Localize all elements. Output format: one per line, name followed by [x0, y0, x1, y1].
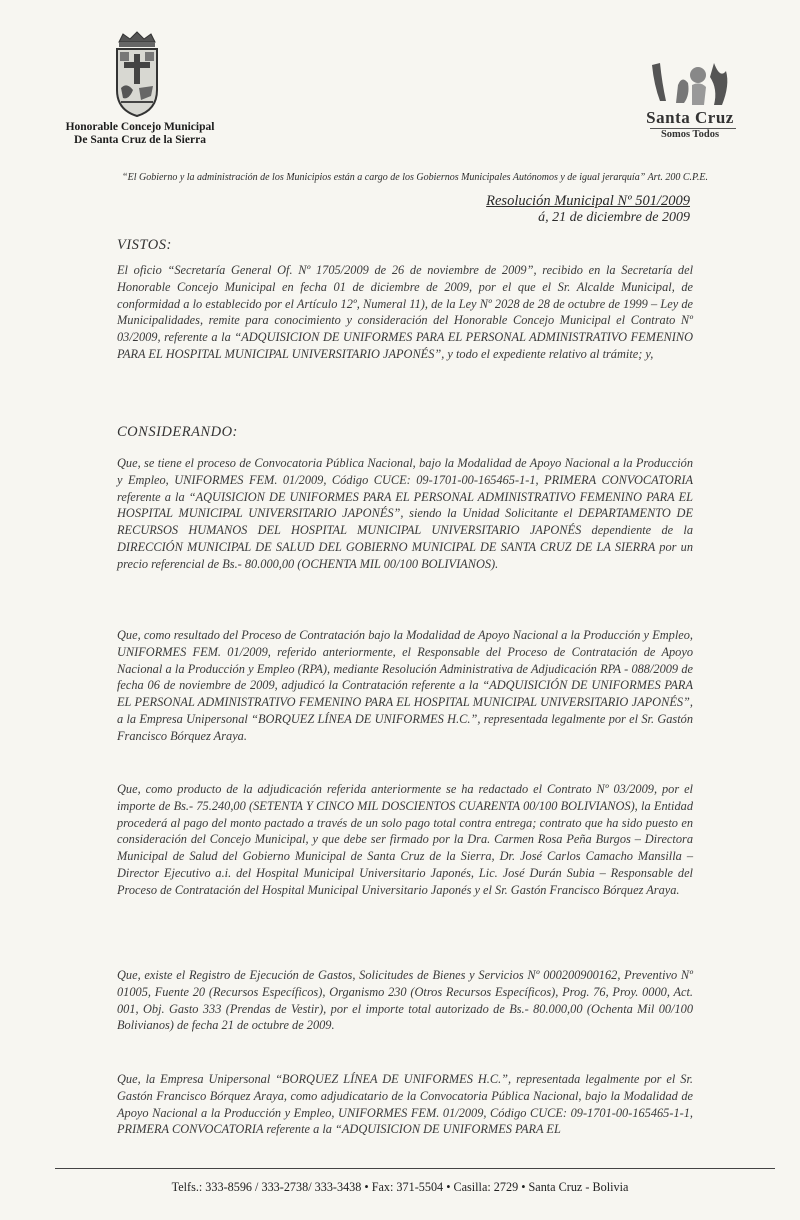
considerando-heading: CONSIDERANDO:: [117, 424, 238, 440]
org-line-1: Honorable Concejo Municipal: [65, 121, 215, 133]
org-line-2: De Santa Cruz de la Sierra: [74, 134, 206, 146]
footer-contact: Telfs.: 333-8596 / 333-2738/ 333-3438 • Fax: 371-5504 • Casilla: 2729 • Santa Cruz - Bolivia: [171, 1180, 629, 1194]
logo-name: Santa Cruz: [646, 108, 734, 127]
vistos-paragraph: El oficio “Secretaría General Of. Nº 1705/2009 de 26 de noviembre de 2009”, recibido en la Secretaría del Honorable Concejo Municipal en fecha 01 de diciembre de 2009, por el que el Sr. Alcalde Municipal, de conformidad a lo establecido por el Artículo 12º, Numeral 11), de la Ley Nº 2028 de 28 de octubre de 1999 – Ley de Municipalidades, remite para conocimiento y consideración del Honorable Concejo Municipal el Contrato Nº 03/2009, referente a la “ADQUISICION DE UNIFORMES PARA EL PERSONAL ADMINISTRATIVO FEMENINO PARA EL HOSPITAL MUNICIPAL UNIVERSITARIO JAPONÉS”, y todo el expediente relativo al trámite; y,: [117, 263, 693, 361]
constitutional-motto: “El Gobierno y la administración de los Municipios están a cargo de los Gobiernos Municipales Autónomos y de igual jerarquía” Art. 200 C.P.E.: [122, 172, 708, 183]
considerando-paragraph-5: Que, la Empresa Unipersonal “BORQUEZ LÍNEA DE UNIFORMES H.C.”, representada legalmente por el Sr. Gastón Francisco Bórquez Araya, como adjudicatario de la Convocatoria Pública Nacional, bajo la Modalidad de Apoyo Nacional a la Producción y Empleo, UNIFORMES FEM. 01/2009, Código CUCE: 09-1701-00-165465-1-1, PRIMERA CONVOCATORIA referente a la “ADQUISICION DE UNIFORMES PARA EL: [117, 1072, 693, 1137]
coat-of-arms-icon: [103, 30, 171, 120]
logo-slogan: Somos Todos: [660, 129, 720, 140]
resolution-date: á, 21 de diciembre de 2009: [538, 210, 690, 225]
footer-divider: [55, 1168, 775, 1169]
considerando-paragraph-4: Que, existe el Registro de Ejecución de Gastos, Solicitudes de Bienes y Servicios Nº 000200900162, Preventivo Nº 01005, Fuente 20 (Recursos Específicos), Organismo 230 (Otros Recursos Específicos), Prog. 76, Proy. 0000, Act. 001, Obj. Gasto 333 (Prendas de Vestir), por el importe total autorizado de Bs.- 80.000,00 (Ochenta Mil 00/100 Bolivianos) de fecha 21 de octubre de 2009.: [117, 968, 693, 1033]
considerando-paragraph-2: Que, como resultado del Proceso de Contratación bajo la Modalidad de Apoyo Nacional a la Producción y Empleo, UNIFORMES FEM. 01/2009, referido anteriormente, el Responsable del Proceso de Contratación de Apoyo Nacional a la Producción y Empleo (RPA), mediante Resolución Administrativa de Adjudicación RPA - 088/2009 de fecha 06 de noviembre de 2009, adjudicó la Contratación referente a la “ADQUISICIÓN DE UNIFORMES PARA EL PERSONAL ADMINISTRATIVO FEMENINO PARA EL HOSPITAL MUNICIPAL UNIVERSITARIO JAPONÉS”, a la Empresa Unipersonal “BORQUEZ LÍNEA DE UNIFORMES H.C.”, representada legalmente por el Sr. Gastón Francisco Bórquez Araya.: [117, 628, 693, 743]
considerando-paragraph-3: Que, como producto de la adjudicación referida anteriormente se ha redactado el Contrato Nº 03/2009, por el importe de Bs.- 75.240,00 (SETENTA Y CINCO MIL DOSCIENTOS CUARENTA 00/100 BOLIVIANOS), la Entidad procederá al pago del monto pactado a través de un solo pago total contra entrega; contrato que ha sido puesto en consideración del Concejo Municipal, y que debe ser firmado por la Dra. Carmen Rosa Peña Burgos – Directora Municipal de Salud del Gobierno Municipal de Santa Cruz de la Sierra, Dr. José Carlos Camacho Mansilla – Director Ejecutivo a.i. del Hospital Municipal Universitario Japonés, Lic. José Durán Subia – Responsable del Proceso de Contratación del Hospital Municipal Universitario Japonés y el Sr. Gastón Francisco Bórquez Araya.: [117, 782, 693, 897]
organization-name: [40, 121, 240, 147]
resolution-title: Resolución Municipal Nº 501/2009: [486, 193, 690, 209]
vistos-heading: VISTOS:: [117, 237, 172, 253]
considerando-paragraph-1: Que, se tiene el proceso de Convocatoria Pública Nacional, bajo la Modalidad de Apoyo Nacional a la Producción y Empleo, UNIFORMES FEM. 01/2009, Código CUCE: 09-1701-00-165465-1-1, PRIMERA CONVOCATORIA referente a la “AQUISICION DE UNIFORMES PARA EL PERSONAL ADMINISTRATIVO FEMENINO PARA EL HOSPITAL MUNICIPAL UNIVERSITARIO JAPONÉS”, siendo la Unidad Solicitante el DEPARTAMENTO DE RECURSOS HUMANOS DEL HOSPITAL MUNICIPAL UNIVERSITARIO JAPONÉS dependiente de la DIRECCIÓN MUNICIPAL DE SALUD DEL GOBIERNO MUNICIPAL DE SANTA CRUZ DE LA SIERRA por un precio referencial de Bs.- 80.000,00 (OCHENTA MIL 00/100 BOLIVIANOS).: [117, 456, 693, 571]
